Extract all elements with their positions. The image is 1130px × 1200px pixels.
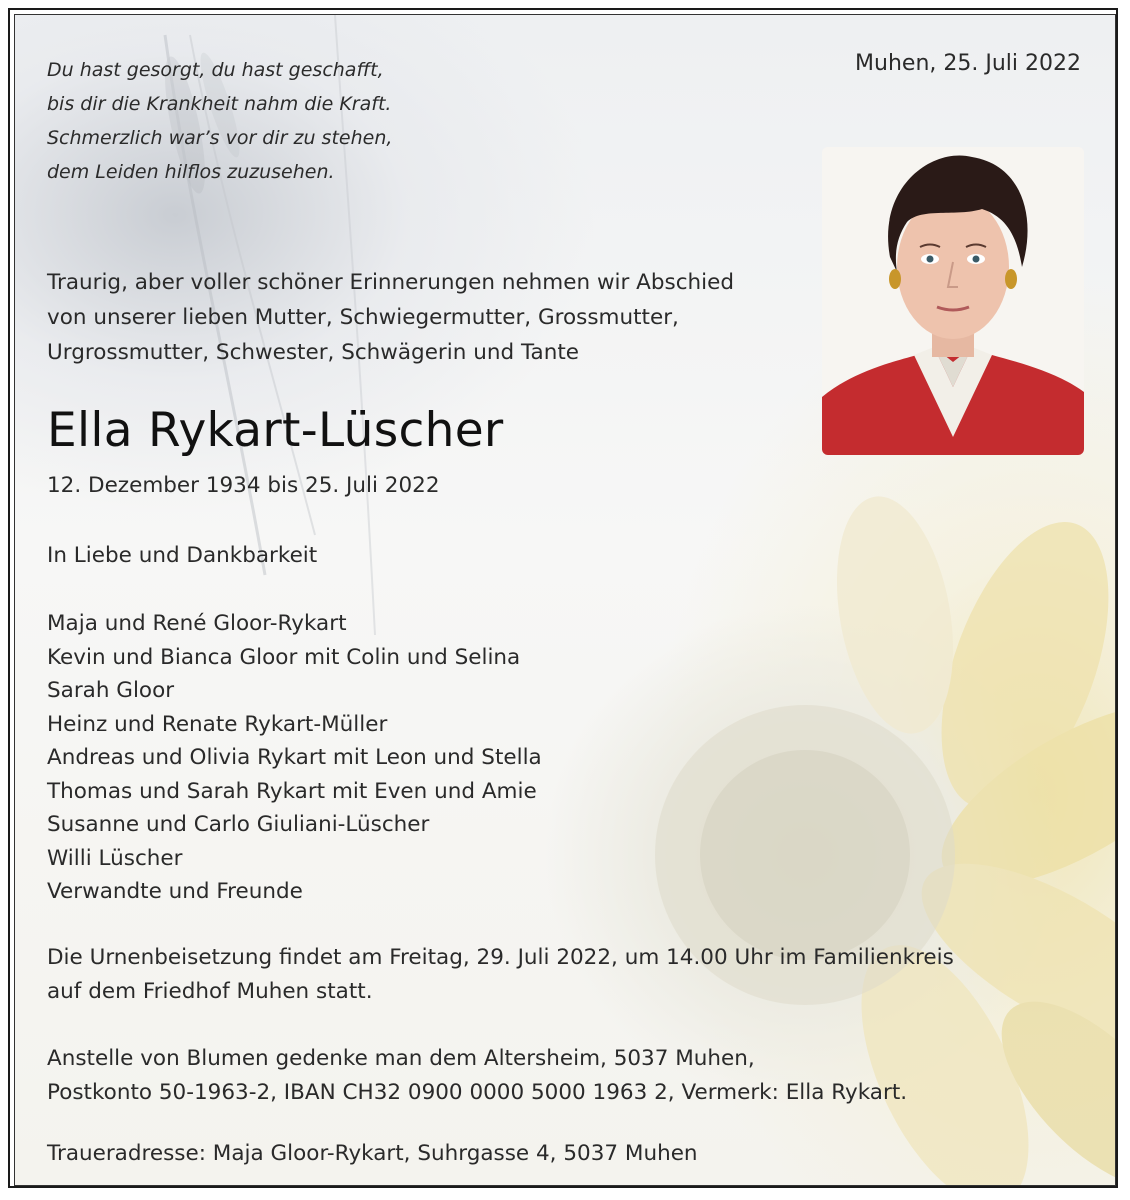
mourner-item: Maja und René Gloor-Rykart bbox=[47, 611, 347, 636]
mourner-item: Sarah Gloor bbox=[47, 678, 175, 703]
mourner-item: Thomas und Sarah Rykart mit Even und Amie bbox=[47, 778, 537, 804]
mourner-item: Heinz und Renate Rykart-Müller bbox=[47, 711, 388, 737]
poem-line: Schmerzlich war’s vor dir zu stehen, bbox=[47, 127, 393, 149]
burial-notice bbox=[47, 941, 954, 1008]
donation-notice bbox=[47, 1042, 907, 1109]
life-dates: 12. Dezember 1934 bis 25. Juli 2022 bbox=[47, 473, 440, 498]
burial-line: auf dem Friedhof Muhen statt. bbox=[47, 978, 373, 1004]
poem-line: bis dir die Krankheit nahm die Kraft. bbox=[47, 93, 392, 115]
deceased-name: Ella Rykart-Lüscher bbox=[47, 403, 504, 458]
intro-line: Urgrossmutter, Schwester, Schwägerin und Tante bbox=[47, 340, 579, 365]
donation-line: Anstelle von Blumen gedenke man dem Altersheim, 5037 Muhen, bbox=[47, 1046, 755, 1071]
portrait-photo bbox=[822, 147, 1084, 455]
mourners-list bbox=[47, 607, 542, 909]
portrait-illustration bbox=[822, 147, 1084, 455]
mourner-item: Verwandte und Freunde bbox=[47, 879, 303, 904]
poem bbox=[47, 53, 392, 189]
intro-line: von unserer lieben Mutter, Schwiegermutter, Grossmutter, bbox=[47, 305, 679, 330]
place-date: Muhen, 25. Juli 2022 bbox=[855, 51, 1081, 76]
mourner-item: Susanne und Carlo Giuliani-Lüscher bbox=[47, 812, 430, 837]
gratitude-line: In Liebe und Dankbarkeit bbox=[47, 543, 318, 568]
mourner-item: Andreas und Olivia Rykart mit Leon und Stella bbox=[47, 745, 542, 770]
mourning-address: Traueradresse: Maja Gloor-Rykart, Suhrgasse 4, 5037 Muhen bbox=[47, 1141, 698, 1166]
intro-text bbox=[47, 265, 734, 370]
mourner-item: Willi Lüscher bbox=[47, 845, 183, 871]
burial-line: Die Urnenbeisetzung findet am Freitag, 29. Juli 2022, um 14.00 Uhr im Familienkreis bbox=[47, 945, 954, 970]
poem-line: dem Leiden hilflos zuzusehen. bbox=[47, 161, 335, 183]
donation-line: Postkonto 50-1963-2, IBAN CH32 0900 0000 5000 1963 2, Vermerk: Ella Rykart. bbox=[47, 1079, 908, 1105]
poem-line: Du hast gesorgt, du hast geschafft, bbox=[47, 59, 384, 81]
intro-line: Traurig, aber voller schöner Erinnerungen nehmen wir Abschied bbox=[47, 270, 735, 295]
mourner-item: Kevin und Bianca Gloor mit Colin und Selina bbox=[47, 644, 521, 670]
obituary-card bbox=[14, 14, 1116, 1186]
